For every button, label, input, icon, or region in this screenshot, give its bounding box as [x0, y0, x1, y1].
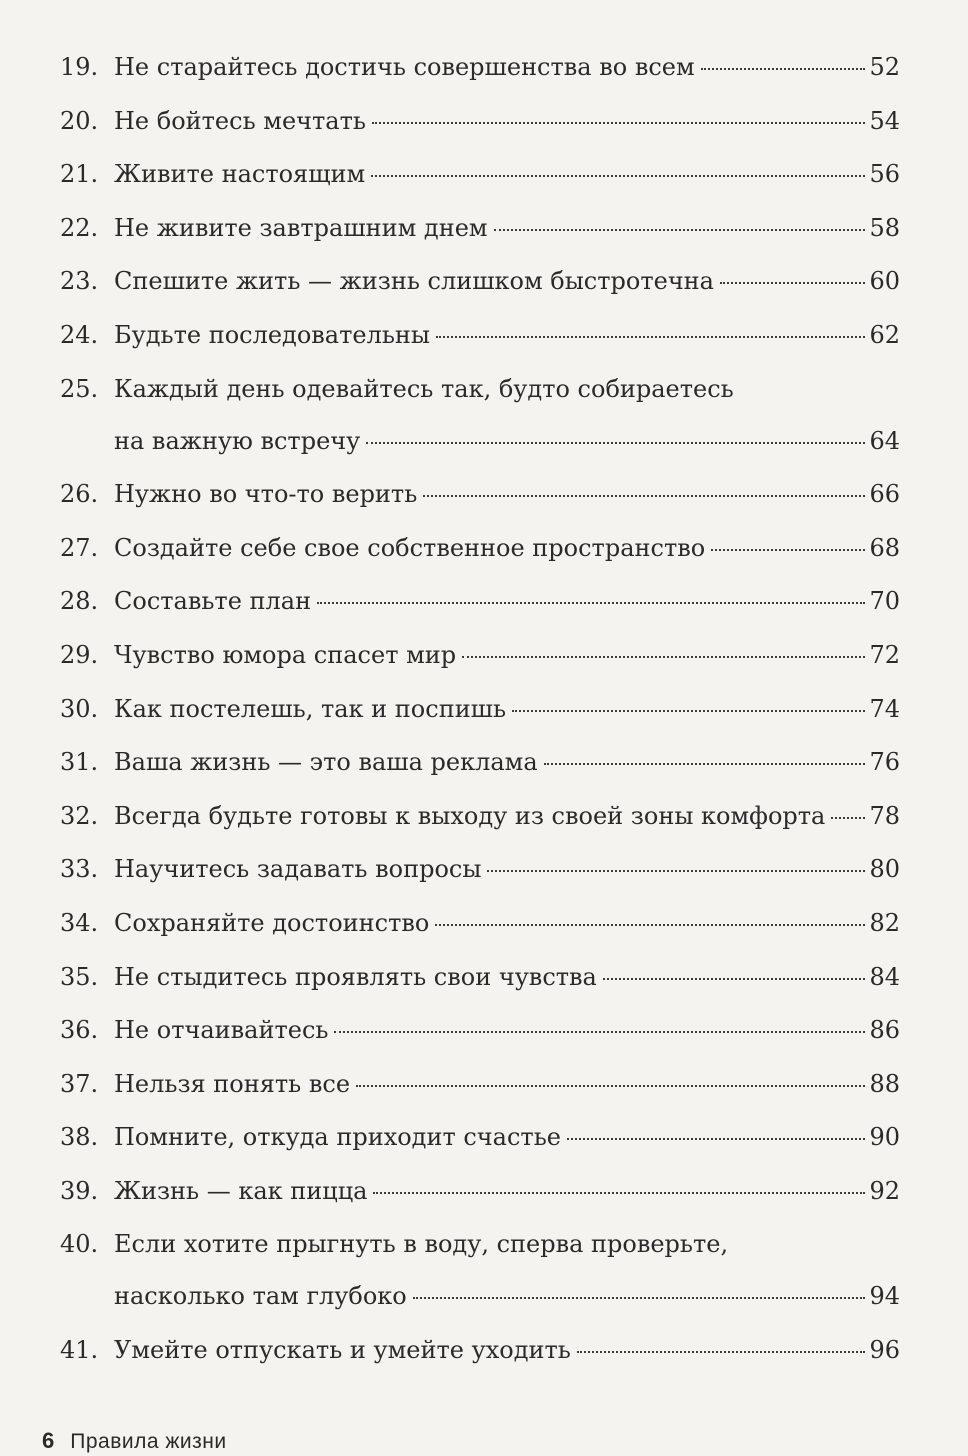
toc-entry-page: 86 — [869, 1016, 900, 1045]
toc-entry-title: Нужно во что-то верить — [114, 480, 418, 509]
toc-entry-line — [60, 638, 900, 672]
toc-entry-title: Составьте план — [114, 587, 312, 616]
toc-entry-page: 52 — [869, 53, 900, 81]
toc-entry-title: Живите настоящим — [114, 160, 366, 189]
toc-entry-title: Всегда будьте готовы к выходу из своей зоны комфорта — [114, 801, 826, 830]
toc-entry — [60, 1120, 900, 1154]
toc-entry-page: 54 — [869, 106, 900, 135]
toc-entry-line — [60, 211, 900, 245]
toc-entry-number: 25. — [60, 374, 99, 403]
toc-entry-title-continued: на важную встречу — [114, 426, 361, 455]
toc-entry-number: 20. — [60, 106, 99, 135]
toc-entry-line — [60, 531, 900, 565]
toc-entry-page: 74 — [869, 694, 900, 723]
toc-entry-number: 32. — [60, 801, 99, 830]
toc-entry-line — [60, 1279, 900, 1313]
toc-entry-line — [60, 799, 900, 833]
toc-entry-line — [60, 584, 900, 618]
dot-leader — [831, 817, 865, 819]
toc-entry-page: 92 — [869, 1176, 900, 1205]
toc-entry — [60, 1013, 900, 1047]
toc-entry — [60, 104, 900, 138]
toc-entry — [60, 1067, 900, 1101]
toc-entry — [60, 531, 900, 565]
toc-entry-line — [60, 157, 900, 191]
toc-entry-line — [60, 1067, 900, 1101]
toc-entry-title: Каждый день одевайтесь так, будто собираетесь — [114, 374, 734, 403]
toc-entry-line — [60, 1120, 900, 1154]
table-of-contents — [60, 50, 900, 1387]
toc-entry-page: 84 — [869, 962, 900, 991]
toc-entry-line — [60, 104, 900, 138]
toc-entry — [60, 1227, 900, 1313]
toc-entry-page: 66 — [869, 480, 900, 509]
toc-entry-number: 38. — [60, 1123, 99, 1152]
dot-leader — [373, 1192, 865, 1194]
toc-entry-line — [60, 692, 900, 726]
toc-entry-number: 27. — [60, 533, 99, 562]
toc-entry-line — [60, 960, 900, 994]
toc-entry-title: Создайте себе свое собственное пространство — [114, 533, 706, 562]
toc-entry-title: Нельзя понять все — [114, 1069, 351, 1098]
toc-entry-page: 76 — [869, 748, 900, 777]
toc-entry-number: 30. — [60, 694, 99, 723]
toc-entry-line — [60, 1333, 900, 1367]
toc-entry-page: 90 — [869, 1123, 900, 1152]
toc-entry-page: 96 — [869, 1336, 900, 1365]
toc-entry — [60, 264, 900, 298]
toc-entry-line — [60, 477, 900, 511]
toc-entry-number: 40. — [60, 1230, 99, 1259]
toc-entry-number: 24. — [60, 320, 99, 349]
toc-entry-title: Не бойтесь мечтать — [114, 106, 366, 135]
footer-page-number: 6 — [42, 1428, 55, 1453]
toc-entry — [60, 638, 900, 672]
toc-entry — [60, 692, 900, 726]
toc-entry — [60, 745, 900, 779]
toc-entry-page: 72 — [869, 640, 900, 669]
dot-leader — [435, 924, 865, 926]
toc-entry-page: 80 — [869, 855, 900, 884]
dot-leader — [317, 602, 865, 604]
toc-entry — [60, 1174, 900, 1208]
toc-entry-title: Не старайтесь достичь совершенства во всем — [114, 53, 695, 81]
toc-entry-page: 68 — [869, 533, 900, 562]
dot-leader — [334, 1031, 865, 1033]
toc-entry-line — [60, 1013, 900, 1047]
dot-leader — [494, 229, 866, 231]
dot-leader — [423, 495, 865, 497]
toc-entry — [60, 1333, 900, 1367]
dot-leader — [366, 442, 865, 444]
toc-entry-number: 36. — [60, 1016, 99, 1045]
dot-leader — [720, 282, 865, 284]
toc-entry-title: Как постелешь, так и поспишь — [114, 694, 507, 723]
toc-entry-title: Научитесь задавать вопросы — [114, 855, 482, 884]
toc-entry-page: 94 — [869, 1282, 900, 1311]
toc-entry-page: 70 — [869, 587, 900, 616]
dot-leader — [371, 175, 865, 177]
toc-entry-number: 29. — [60, 640, 99, 669]
toc-entry-line — [60, 50, 900, 84]
toc-entry-page: 78 — [869, 801, 900, 830]
toc-entry-title: Умейте отпускать и умейте уходить — [114, 1336, 571, 1365]
dot-leader — [603, 978, 866, 980]
dot-leader — [462, 656, 865, 658]
toc-entry-number: 28. — [60, 587, 99, 616]
toc-entry — [60, 318, 900, 352]
dot-leader — [711, 549, 865, 551]
toc-entry-number: 23. — [60, 267, 99, 296]
toc-entry-line — [60, 1174, 900, 1208]
toc-entry-number: 37. — [60, 1069, 99, 1098]
toc-entry-page: 88 — [869, 1069, 900, 1098]
toc-entry-title: Помните, откуда приходит счастье — [114, 1123, 561, 1152]
toc-entry-number: 22. — [60, 213, 99, 242]
toc-entry-title-continued: насколько там глубоко — [114, 1282, 407, 1311]
toc-entry-page: 60 — [869, 267, 900, 296]
toc-entry-number: 26. — [60, 480, 99, 509]
toc-entry-title: Чувство юмора спасет мир — [114, 640, 457, 669]
dot-leader — [512, 710, 865, 712]
toc-entry-number: 41. — [60, 1336, 99, 1365]
toc-entry-number: 33. — [60, 855, 99, 884]
toc-entry-page: 56 — [869, 160, 900, 189]
toc-entry-page: 82 — [869, 908, 900, 937]
toc-entry — [60, 799, 900, 833]
toc-entry — [60, 584, 900, 618]
dot-leader — [372, 122, 866, 124]
toc-entry-title: Не живите завтрашним днем — [114, 213, 488, 242]
toc-entry — [60, 477, 900, 511]
toc-entry-title: Будьте последовательны — [114, 320, 430, 349]
dot-leader — [577, 1351, 866, 1353]
toc-entry-line — [60, 852, 900, 886]
toc-entry-line — [60, 318, 900, 352]
toc-entry-number: 31. — [60, 748, 99, 777]
toc-entry — [60, 906, 900, 940]
dot-leader — [436, 336, 865, 338]
toc-entry-title: Не отчаивайтесь — [114, 1016, 329, 1045]
toc-entry-line — [60, 424, 900, 458]
toc-entry-title: Не стыдитесь проявлять свои чувства — [114, 962, 597, 991]
toc-entry-title: Сохраняйте достоинство — [114, 908, 430, 937]
toc-entry-page: 64 — [869, 426, 900, 455]
dot-leader — [413, 1297, 866, 1299]
toc-entry — [60, 372, 900, 458]
toc-entry-number: 21. — [60, 160, 99, 189]
toc-entry-number: 39. — [60, 1176, 99, 1205]
toc-entry-line — [60, 264, 900, 298]
dot-leader — [544, 763, 866, 765]
toc-entry-number: 19. — [60, 53, 99, 81]
toc-entry-line — [60, 1227, 900, 1261]
toc-entry-title: Жизнь — как пицца — [114, 1176, 368, 1205]
toc-entry — [60, 157, 900, 191]
toc-entry-number: 35. — [60, 962, 99, 991]
toc-entry — [60, 211, 900, 245]
toc-entry-title: Ваша жизнь — это ваша реклама — [114, 748, 538, 777]
dot-leader — [567, 1138, 865, 1140]
dot-leader — [356, 1085, 865, 1087]
dot-leader — [701, 68, 866, 70]
toc-entry — [60, 852, 900, 886]
toc-entry — [60, 960, 900, 994]
toc-entry-title: Если хотите прыгнуть в воду, сперва проверьте, — [114, 1230, 729, 1259]
toc-entry-page: 58 — [869, 213, 900, 242]
toc-entry-number: 34. — [60, 908, 99, 937]
toc-entry-page: 62 — [869, 320, 900, 349]
toc-entry-title: Спешите жить — жизнь слишком быстротечна — [114, 267, 714, 296]
footer-book-title: Правила жизни — [70, 1430, 227, 1453]
toc-entry-line — [60, 906, 900, 940]
toc-entry — [60, 50, 900, 84]
dot-leader — [487, 870, 865, 872]
toc-entry-line — [60, 372, 900, 406]
toc-entry-line — [60, 745, 900, 779]
page-footer — [42, 1428, 227, 1454]
